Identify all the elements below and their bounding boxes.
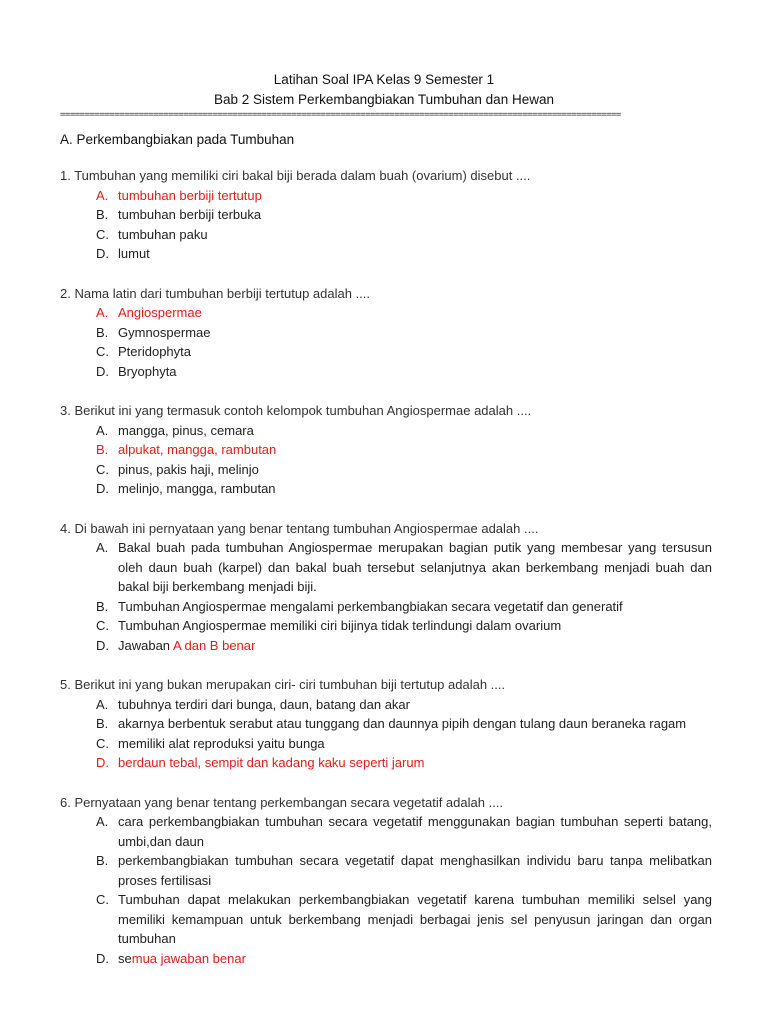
option-letter: A. bbox=[96, 422, 109, 438]
question-4 bbox=[60, 519, 712, 656]
answer-option bbox=[60, 186, 712, 206]
option-text-plain: Tumbuhan dapat melakukan perkembangbiakan vegetatif karena tumbuhan memiliki selsel yang memiliki kemampuan untuk berkembang menjadi berbagai jenis sel penyusun jaringan dan organ tumbuhan bbox=[118, 892, 712, 946]
question-text: 1. Tumbuhan yang memiliki ciri bakal biji berada dalam buah (ovarium) disebut .... bbox=[60, 168, 531, 183]
option-letter: A. bbox=[96, 540, 109, 555]
question-5 bbox=[60, 675, 712, 773]
question-6 bbox=[60, 793, 712, 969]
option-text bbox=[118, 323, 712, 343]
option-text bbox=[118, 890, 712, 949]
answer-option bbox=[60, 851, 712, 890]
answer-option bbox=[60, 342, 712, 362]
question-3 bbox=[60, 401, 712, 499]
answer-option bbox=[60, 244, 712, 264]
option-letter: C. bbox=[96, 344, 109, 359]
option-text-answer: A dan B benar bbox=[172, 637, 256, 653]
option-text bbox=[118, 440, 712, 460]
option-text-plain: Bakal buah pada tumbuhan Angiospermae merupakan bagian putik yang membesar yang tersusun oleh daun buah (karpel) dan bakal buah tersebut selanjutnya akan berkembang menjadi buah dan bakal biji berkembang menjadi biji. bbox=[118, 540, 712, 594]
option-letter: C. bbox=[96, 892, 109, 907]
option-text-answer: mua jawaban benar bbox=[131, 950, 246, 966]
question-text: 3. Berikut ini yang termasuk contoh kelompok tumbuhan Angiospermae adalah .... bbox=[60, 403, 532, 418]
option-letter: C. bbox=[96, 226, 109, 242]
answer-option bbox=[60, 225, 712, 245]
answer-option bbox=[60, 753, 712, 773]
option-text bbox=[118, 695, 712, 715]
answer-option bbox=[60, 597, 712, 617]
option-text-plain: Bryophyta bbox=[118, 363, 177, 379]
option-text bbox=[118, 479, 712, 499]
option-letter: B. bbox=[96, 716, 109, 731]
option-text-plain: melinjo, mangga, rambutan bbox=[118, 481, 276, 496]
option-text-plain: Jawaban bbox=[118, 637, 173, 653]
answer-option bbox=[60, 440, 712, 460]
separator-line: ================================================================================================================== bbox=[60, 110, 621, 120]
option-text bbox=[118, 734, 712, 754]
option-text-plain: pinus, pakis haji, melinjo bbox=[118, 461, 259, 477]
answer-option bbox=[60, 362, 712, 382]
option-text-answer: tumbuhan berbiji tertutup bbox=[118, 187, 262, 203]
answer-option bbox=[60, 636, 712, 656]
answer-option bbox=[60, 538, 712, 597]
option-text-plain: memiliki alat reproduksi yaitu bunga bbox=[118, 735, 325, 751]
answer-option bbox=[60, 734, 712, 754]
answer-option bbox=[60, 303, 712, 323]
answer-option bbox=[60, 421, 712, 441]
option-text bbox=[118, 949, 712, 969]
option-text bbox=[118, 186, 712, 206]
option-text-answer: alpukat, mangga, rambutan bbox=[118, 442, 277, 457]
option-text-plain: se bbox=[118, 950, 132, 966]
question-2 bbox=[60, 284, 712, 382]
option-text-plain: Pteridophyta bbox=[118, 344, 191, 359]
option-text bbox=[118, 636, 712, 656]
option-text-plain: tubuhnya terdiri dari bunga, daun, batang dan akar bbox=[118, 696, 410, 712]
option-text bbox=[118, 460, 712, 480]
option-letter: C. bbox=[96, 618, 109, 633]
answer-option bbox=[60, 616, 712, 636]
option-letter: B. bbox=[96, 598, 109, 614]
option-text bbox=[118, 342, 712, 362]
option-text-plain: Tumbuhan Angiospermae mengalami perkembangbiakan secara vegetatif dan generatif bbox=[118, 598, 623, 614]
answer-option bbox=[60, 890, 712, 949]
answer-option bbox=[60, 205, 712, 225]
option-letter: A. bbox=[96, 305, 109, 320]
answer-option bbox=[60, 949, 712, 969]
question-text: 5. Berikut ini yang bukan merupakan ciri- ciri tumbuhan biji tertutup adalah .... bbox=[60, 677, 506, 692]
option-letter: B. bbox=[96, 207, 109, 222]
option-text bbox=[118, 851, 712, 890]
option-letter: B. bbox=[96, 442, 109, 457]
option-text bbox=[118, 538, 712, 597]
option-text bbox=[118, 616, 712, 636]
answer-option bbox=[60, 695, 712, 715]
question-text: 6. Pernyataan yang benar tentang perkembangan secara vegetatif adalah .... bbox=[60, 794, 504, 810]
option-text bbox=[118, 225, 712, 245]
section-title: A. Perkembangbiakan pada Tumbuhan bbox=[60, 132, 295, 147]
option-text-plain: lumut bbox=[118, 246, 150, 261]
option-text-plain: Gymnospermae bbox=[118, 324, 211, 340]
option-text bbox=[118, 303, 712, 323]
option-text-answer: Angiospermae bbox=[118, 305, 202, 320]
option-text-plain: tumbuhan berbiji terbuka bbox=[118, 207, 262, 222]
option-text-plain: akarnya berbentuk serabut atau tunggang dan daunnya pipih dengan tulang daun beraneka ragam bbox=[118, 716, 687, 731]
option-text-plain: mangga, pinus, cemara bbox=[118, 422, 254, 438]
option-text-plain: Tumbuhan Angiospermae memiliki ciri bijinya tidak terlindungi dalam ovarium bbox=[118, 618, 562, 633]
option-text-plain: perkembangbiakan tumbuhan secara vegetatif dapat menghasilkan individu baru tanpa melibatkan proses fertilisasi bbox=[118, 853, 712, 888]
option-letter: A. bbox=[96, 696, 109, 712]
document-subtitle: Bab 2 Sistem Perkembangbiakan Tumbuhan dan Hewan bbox=[214, 92, 554, 107]
option-text bbox=[118, 244, 712, 264]
answer-option bbox=[60, 460, 712, 480]
option-letter: C. bbox=[96, 461, 109, 477]
document-header bbox=[0, 70, 768, 110]
option-letter: A. bbox=[96, 814, 109, 829]
option-text bbox=[118, 205, 712, 225]
option-letter: C. bbox=[96, 735, 109, 751]
option-text-answer: berdaun tebal, sempit dan kadang kaku seperti jarum bbox=[118, 755, 425, 770]
answer-option bbox=[60, 714, 712, 734]
option-letter: D. bbox=[96, 363, 109, 379]
option-text bbox=[118, 812, 712, 851]
question-text: 4. Di bawah ini pernyataan yang benar tentang tumbuhan Angiospermae adalah .... bbox=[60, 520, 539, 536]
option-text bbox=[118, 597, 712, 617]
answer-option bbox=[60, 812, 712, 851]
option-text bbox=[118, 753, 712, 773]
option-text bbox=[118, 421, 712, 441]
option-text bbox=[118, 362, 712, 382]
option-letter: D. bbox=[96, 246, 109, 261]
option-letter: D. bbox=[96, 637, 109, 653]
option-text-plain: tumbuhan paku bbox=[118, 226, 208, 242]
option-letter: A. bbox=[96, 187, 109, 203]
option-text bbox=[118, 714, 712, 734]
option-letter: D. bbox=[96, 481, 109, 496]
option-text-plain: cara perkembangbiakan tumbuhan secara vegetatif menggunakan bagian tumbuhan seperti batang, umbi,dan daun bbox=[118, 814, 712, 849]
document-title: Latihan Soal IPA Kelas 9 Semester 1 bbox=[273, 72, 495, 87]
question-text: 2. Nama latin dari tumbuhan berbiji tertutup adalah .... bbox=[60, 285, 371, 301]
option-letter: D. bbox=[96, 755, 109, 770]
question-list bbox=[60, 166, 712, 988]
answer-option bbox=[60, 479, 712, 499]
question-1 bbox=[60, 166, 712, 264]
option-letter: B. bbox=[96, 853, 109, 868]
answer-option bbox=[60, 323, 712, 343]
option-letter: B. bbox=[96, 324, 109, 340]
option-letter: D. bbox=[96, 950, 109, 966]
